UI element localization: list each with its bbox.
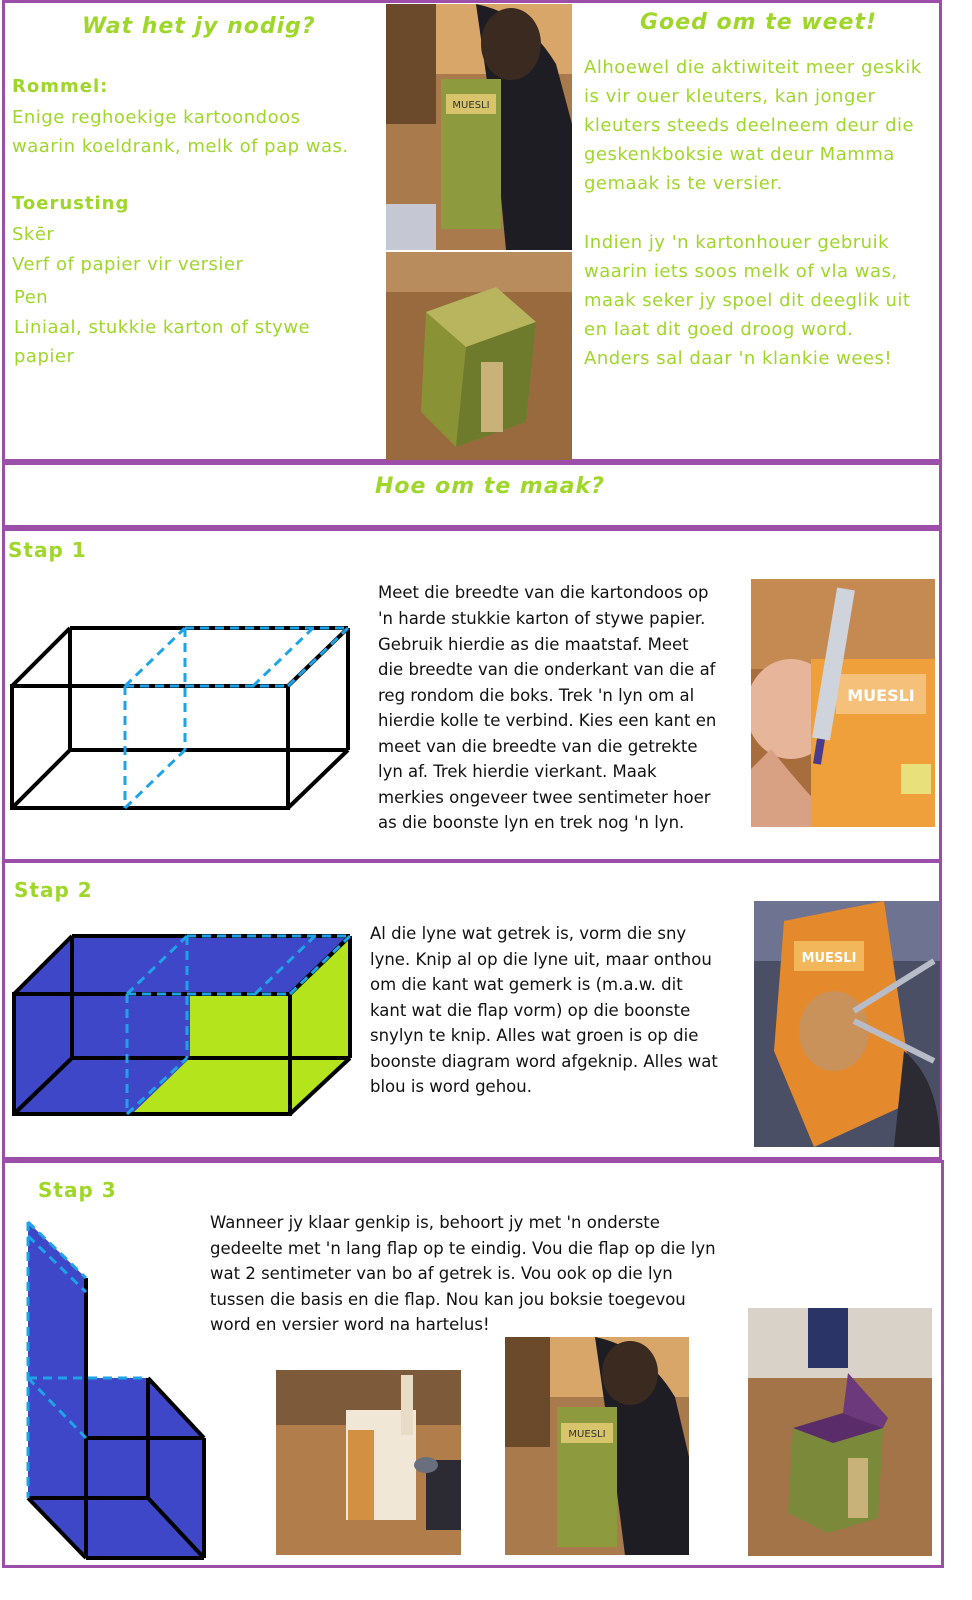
photo-final-box <box>748 1308 932 1556</box>
step2-line-7: blou is word gehou. <box>370 1077 532 1096</box>
step2-box-diagram <box>10 928 360 1118</box>
photo-child-decorating <box>505 1337 689 1555</box>
step1-line-3: Gebruik hierdie as die maatstaf. Meet <box>378 635 689 654</box>
tips-para2-line-2: waarin iets soos melk of vla was, <box>584 261 898 282</box>
photo-label: MUESLI <box>568 1429 606 1440</box>
step2-line-6: boonste diagram word afgeknip. Alles wat <box>370 1052 718 1071</box>
toerusting-line-1: Skēr <box>12 224 55 245</box>
photo-label: MUESLI <box>847 686 915 705</box>
step2-line-5: snylyn te knip. Alles wat groen is op die <box>370 1026 699 1045</box>
toerusting-line-4: Liniaal, stukkie karton of stywe <box>14 317 311 338</box>
step1-box-diagram <box>8 620 358 820</box>
rommel-heading: Rommel: <box>12 76 109 97</box>
step2-line-4: kant wat die flap vorm) op die boonste <box>370 1001 691 1020</box>
photo-finished-box <box>386 252 572 460</box>
rommel-line-1: Enige reghoekige kartoondoos <box>12 107 301 128</box>
photo-child-box <box>386 4 572 250</box>
photo-measuring <box>751 579 935 827</box>
step3-line-4: tussen die basis en die flap. Nou kan jou boksie toegevou <box>210 1290 686 1309</box>
step3-flap-diagram <box>20 1216 220 1562</box>
photo-cutting <box>754 901 940 1147</box>
photo-label: MUESLI <box>801 951 857 966</box>
tips-para1-line-1: Alhoewel die aktiwiteit meer geskik <box>584 57 922 78</box>
tips-para2-line-5: Anders sal daar 'n klankie wees! <box>584 348 893 369</box>
step1-line-2: 'n harde stukkie karton of stywe papier. <box>378 609 706 628</box>
needs-title: Wat het jy nodig? <box>82 14 316 39</box>
tips-title: Goed om te weet! <box>640 10 878 35</box>
toerusting-line-3: Pen <box>14 287 49 308</box>
toerusting-heading: Toerusting <box>12 193 130 214</box>
step2-label: Stap 2 <box>14 878 93 902</box>
step2-line-2: lyne. Knip al op die lyne uit, maar onthou <box>370 950 712 969</box>
tips-para1-line-3: kleuters steeds deelneem deur die <box>584 115 915 136</box>
photo-open-box <box>276 1370 461 1555</box>
step1-line-4: die breedte van die onderkant van die af <box>378 660 716 679</box>
step1-line-6: hierdie kolle te verbind. Kies een kant en <box>378 711 717 730</box>
tips-para1-line-4: geskenkboksie wat deur Mamma <box>584 144 895 165</box>
toerusting-line-5: papier <box>14 346 75 367</box>
toerusting-line-2: Verf of papier vir versier <box>12 254 244 275</box>
step1-line-7: meet van die breedte van die getrekte <box>378 737 698 756</box>
step1-line-9: merkies ongeveer twee sentimeter hoer <box>378 788 711 807</box>
tips-para1-line-5: gemaak is te versier. <box>584 173 783 194</box>
step1-label: Stap 1 <box>8 538 87 562</box>
rommel-line-2: waarin koeldrank, melk of pap was. <box>12 136 349 157</box>
photo-label: MUESLI <box>452 100 490 111</box>
tips-para2-line-1: Indien jy 'n kartonhouer gebruik <box>584 232 890 253</box>
step3-line-1: Wanneer jy klaar genkip is, behoort jy met 'n onderste <box>210 1213 660 1232</box>
tips-para2-line-4: en laat dit goed droog word. <box>584 319 854 340</box>
tips-para1-line-2: is vir ouer kleuters, kan jonger <box>584 86 876 107</box>
step3-label: Stap 3 <box>38 1178 117 1202</box>
step1-line-5: reg rondom die boks. Trek 'n lyn om al <box>378 686 695 705</box>
howto-title: Hoe om te maak? <box>375 474 605 499</box>
step3-line-2: gedeelte met 'n lang flap op te eindig. Vou die flap op die lyn <box>210 1239 716 1258</box>
step3-line-5: word en versier word na hartelus! <box>210 1315 490 1334</box>
step1-line-10: as die boonste lyn en trek nog 'n lyn. <box>378 813 685 832</box>
step2-line-3: om die kant wat gemerk is (m.a.w. dit <box>370 975 683 994</box>
step2-line-1: Al die lyne wat getrek is, vorm die sny <box>370 924 687 943</box>
tips-para2-line-3: maak seker jy spoel dit deeglik uit <box>584 290 911 311</box>
step1-line-1: Meet die breedte van die kartondoos op <box>378 583 709 602</box>
step3-line-3: wat 2 sentimeter van bo af getrek is. Vou ook op die lyn <box>210 1264 673 1283</box>
step1-line-8: lyn af. Trek hierdie vierkant. Maak <box>378 762 657 781</box>
